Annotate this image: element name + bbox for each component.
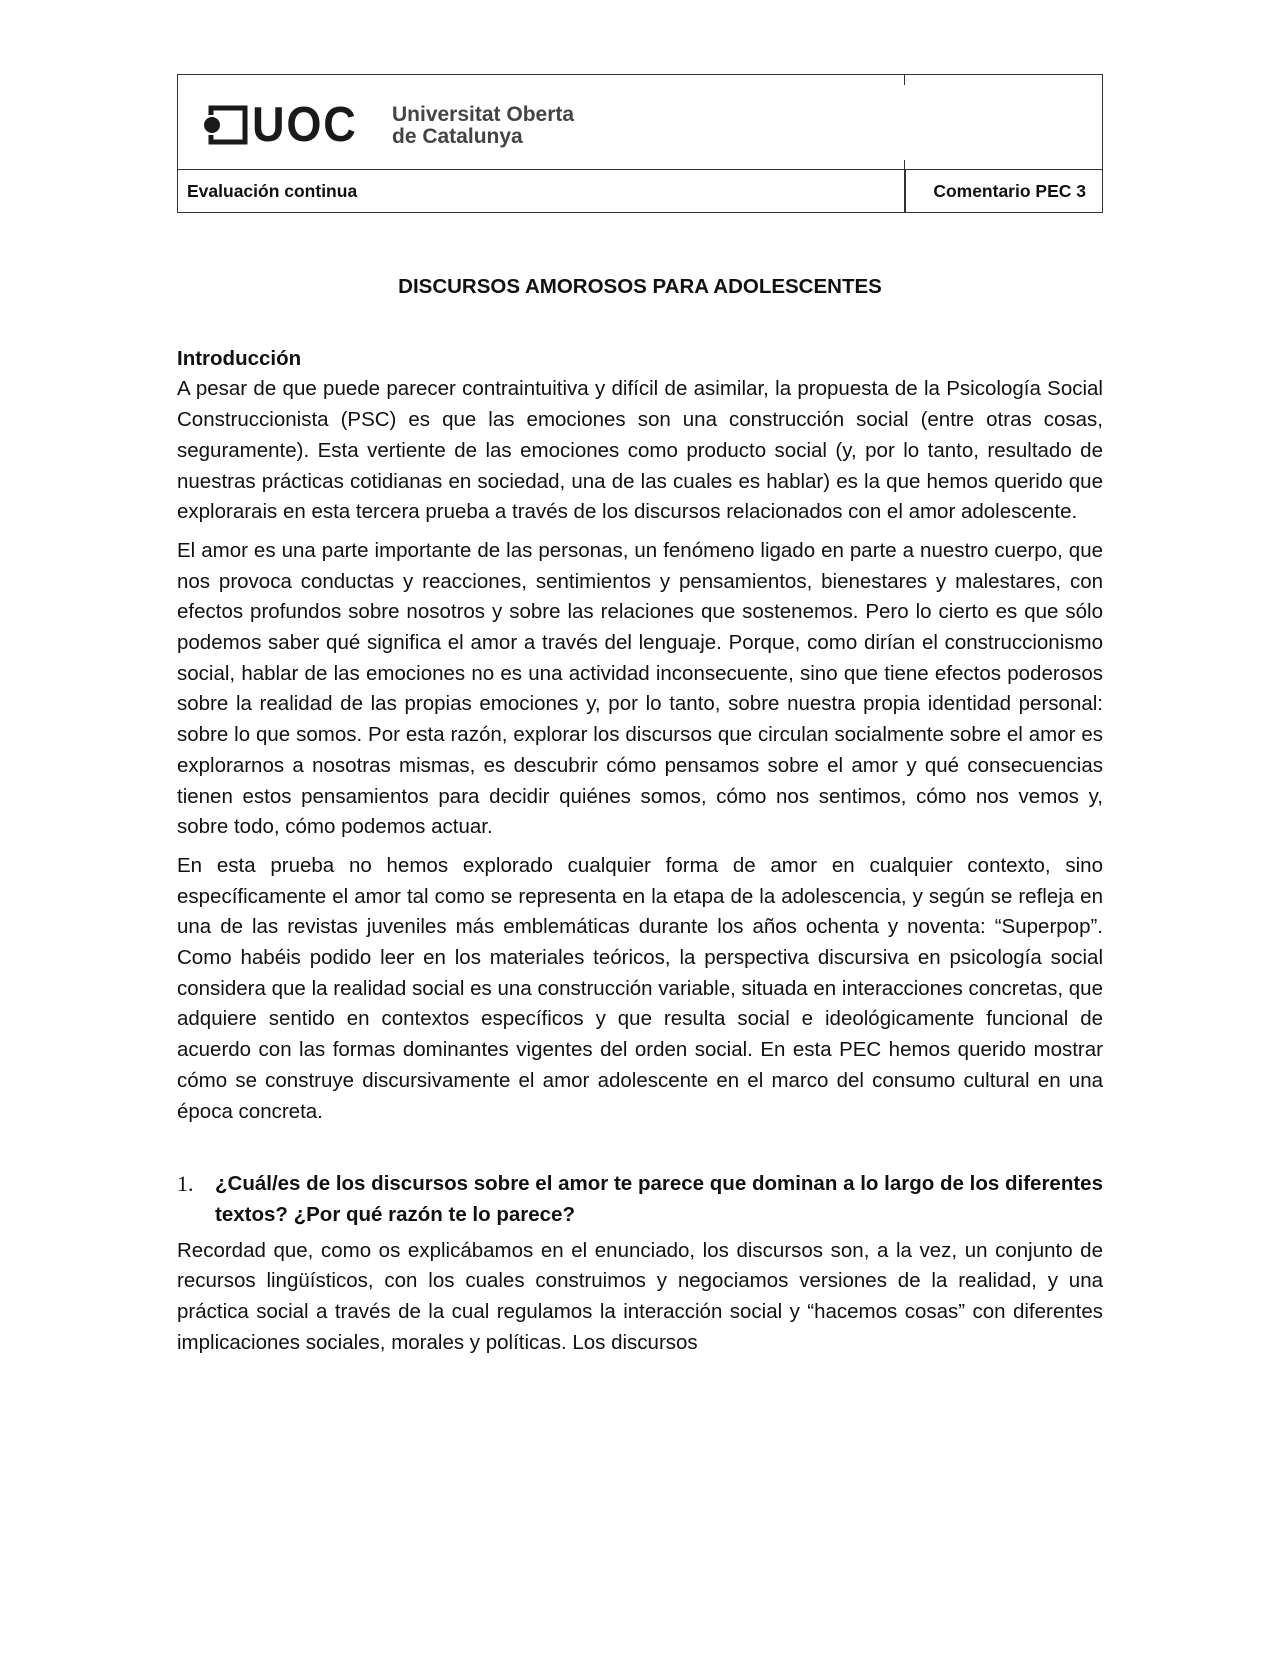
answer-paragraph: Recordad que, como os explicábamos en el enunciado, los discursos son, a la vez, un conjunto de recursos lingüísticos, con los cuales construimos y negociamos versiones de la realidad, y una práctica social a través de la cual regulamos la interacción social y “hacemos cosas” con diferentes implicaciones sociales, morales y políticas. Los discursos bbox=[177, 1238, 1103, 1354]
document-header bbox=[177, 74, 1103, 213]
document-body bbox=[177, 272, 1103, 1367]
document-title: DISCURSOS AMOROSOS PARA ADOLESCENTES bbox=[398, 275, 882, 298]
header-left-label: Evaluación continua bbox=[187, 181, 358, 201]
logo-wordmark: UOC bbox=[252, 98, 358, 152]
intro-paragraph: A pesar de que puede parecer contraintuitiva y difícil de asimilar, la propuesta de la Psicología Social Construccionista (PSC) es que las emociones son una construcción social (entre otras cosas, seguramente). Esta vertiente de las emociones como producto social (y, por lo tanto, resultado de nuestras prácticas cotidianas en sociedad, una de las cuales es hablar) es la que hemos querido que explorarais en esta tercera prueba a través de los discursos relacionados con el amor adolescente. bbox=[177, 377, 1103, 524]
university-name bbox=[392, 104, 592, 148]
header-divider-tick bbox=[904, 75, 905, 85]
header-divider-tick bbox=[904, 160, 905, 170]
header-label-row bbox=[178, 170, 1102, 212]
university-name-line2: de Catalunya bbox=[392, 125, 523, 148]
university-name-line1: Universitat Oberta bbox=[392, 103, 575, 126]
uoc-logo-mark-icon bbox=[202, 105, 248, 145]
uoc-logo bbox=[202, 98, 575, 152]
intro-paragraph: El amor es una parte importante de las personas, un fenómeno ligado en parte a nuestro cuerpo, que nos provoca conductas y reacciones, sentimientos y pensamientos, bienestares y malestares, con efectos profundos sobre nosotros y sobre las relaciones que sostenemos. Pero lo cierto es que sólo podemos saber qué significa el amor a través del lenguaje. Porque, como dirían el construccionismo social, hablar de las emociones no es una actividad inconsecuente, sino que tiene efectos poderosos sobre la realidad de las propias emociones y, por lo tanto, sobre nuestra propia identidad personal: sobre lo que somos. Por esta razón, explorar los discursos que circulan socialmente sobre el amor es explorarnos a nosotras mismas, es descubrir cómo pensamos sobre el amor y qué consecuencias tienen estos pensamientos para decidir quiénes somos, cómo nos sentimos, cómo nos vemos y, sobre todo, cómo podemos actuar. bbox=[177, 538, 1103, 839]
question-item bbox=[177, 1169, 1103, 1230]
section-heading-intro: Introducción bbox=[177, 346, 302, 370]
header-logo-row bbox=[178, 75, 1102, 170]
header-divider bbox=[904, 170, 906, 212]
question-text: ¿Cuál/es de los discursos sobre el amor te parece que dominan a lo largo de los diferentes textos? ¿Por qué razón te lo parece? bbox=[215, 1172, 1103, 1226]
intro-paragraph: En esta prueba no hemos explorado cualquier forma de amor en cualquier contexto, sino específicamente el amor tal como se representa en la etapa de la adolescencia, y según se refleja en una de las revistas juveniles más emblemáticas durante los años ochenta y noventa: “Superpop”. Como habéis podido leer en los materiales teóricos, la perspectiva discursiva en psicología social considera que la realidad social es una construcción variable, situada en interacciones concretas, que adquiere sentido en contextos específicos y que resulta social e ideológicamente funcional de acuerdo con las formas dominantes vigentes del orden social. En esta PEC hemos querido mostrar cómo se construye discursivamente el amor adolescente en el marco del consumo cultural en una época concreta. bbox=[177, 853, 1103, 1123]
question-number: 1. bbox=[177, 1171, 194, 1197]
header-right-label: Comentario PEC 3 bbox=[933, 181, 1086, 201]
